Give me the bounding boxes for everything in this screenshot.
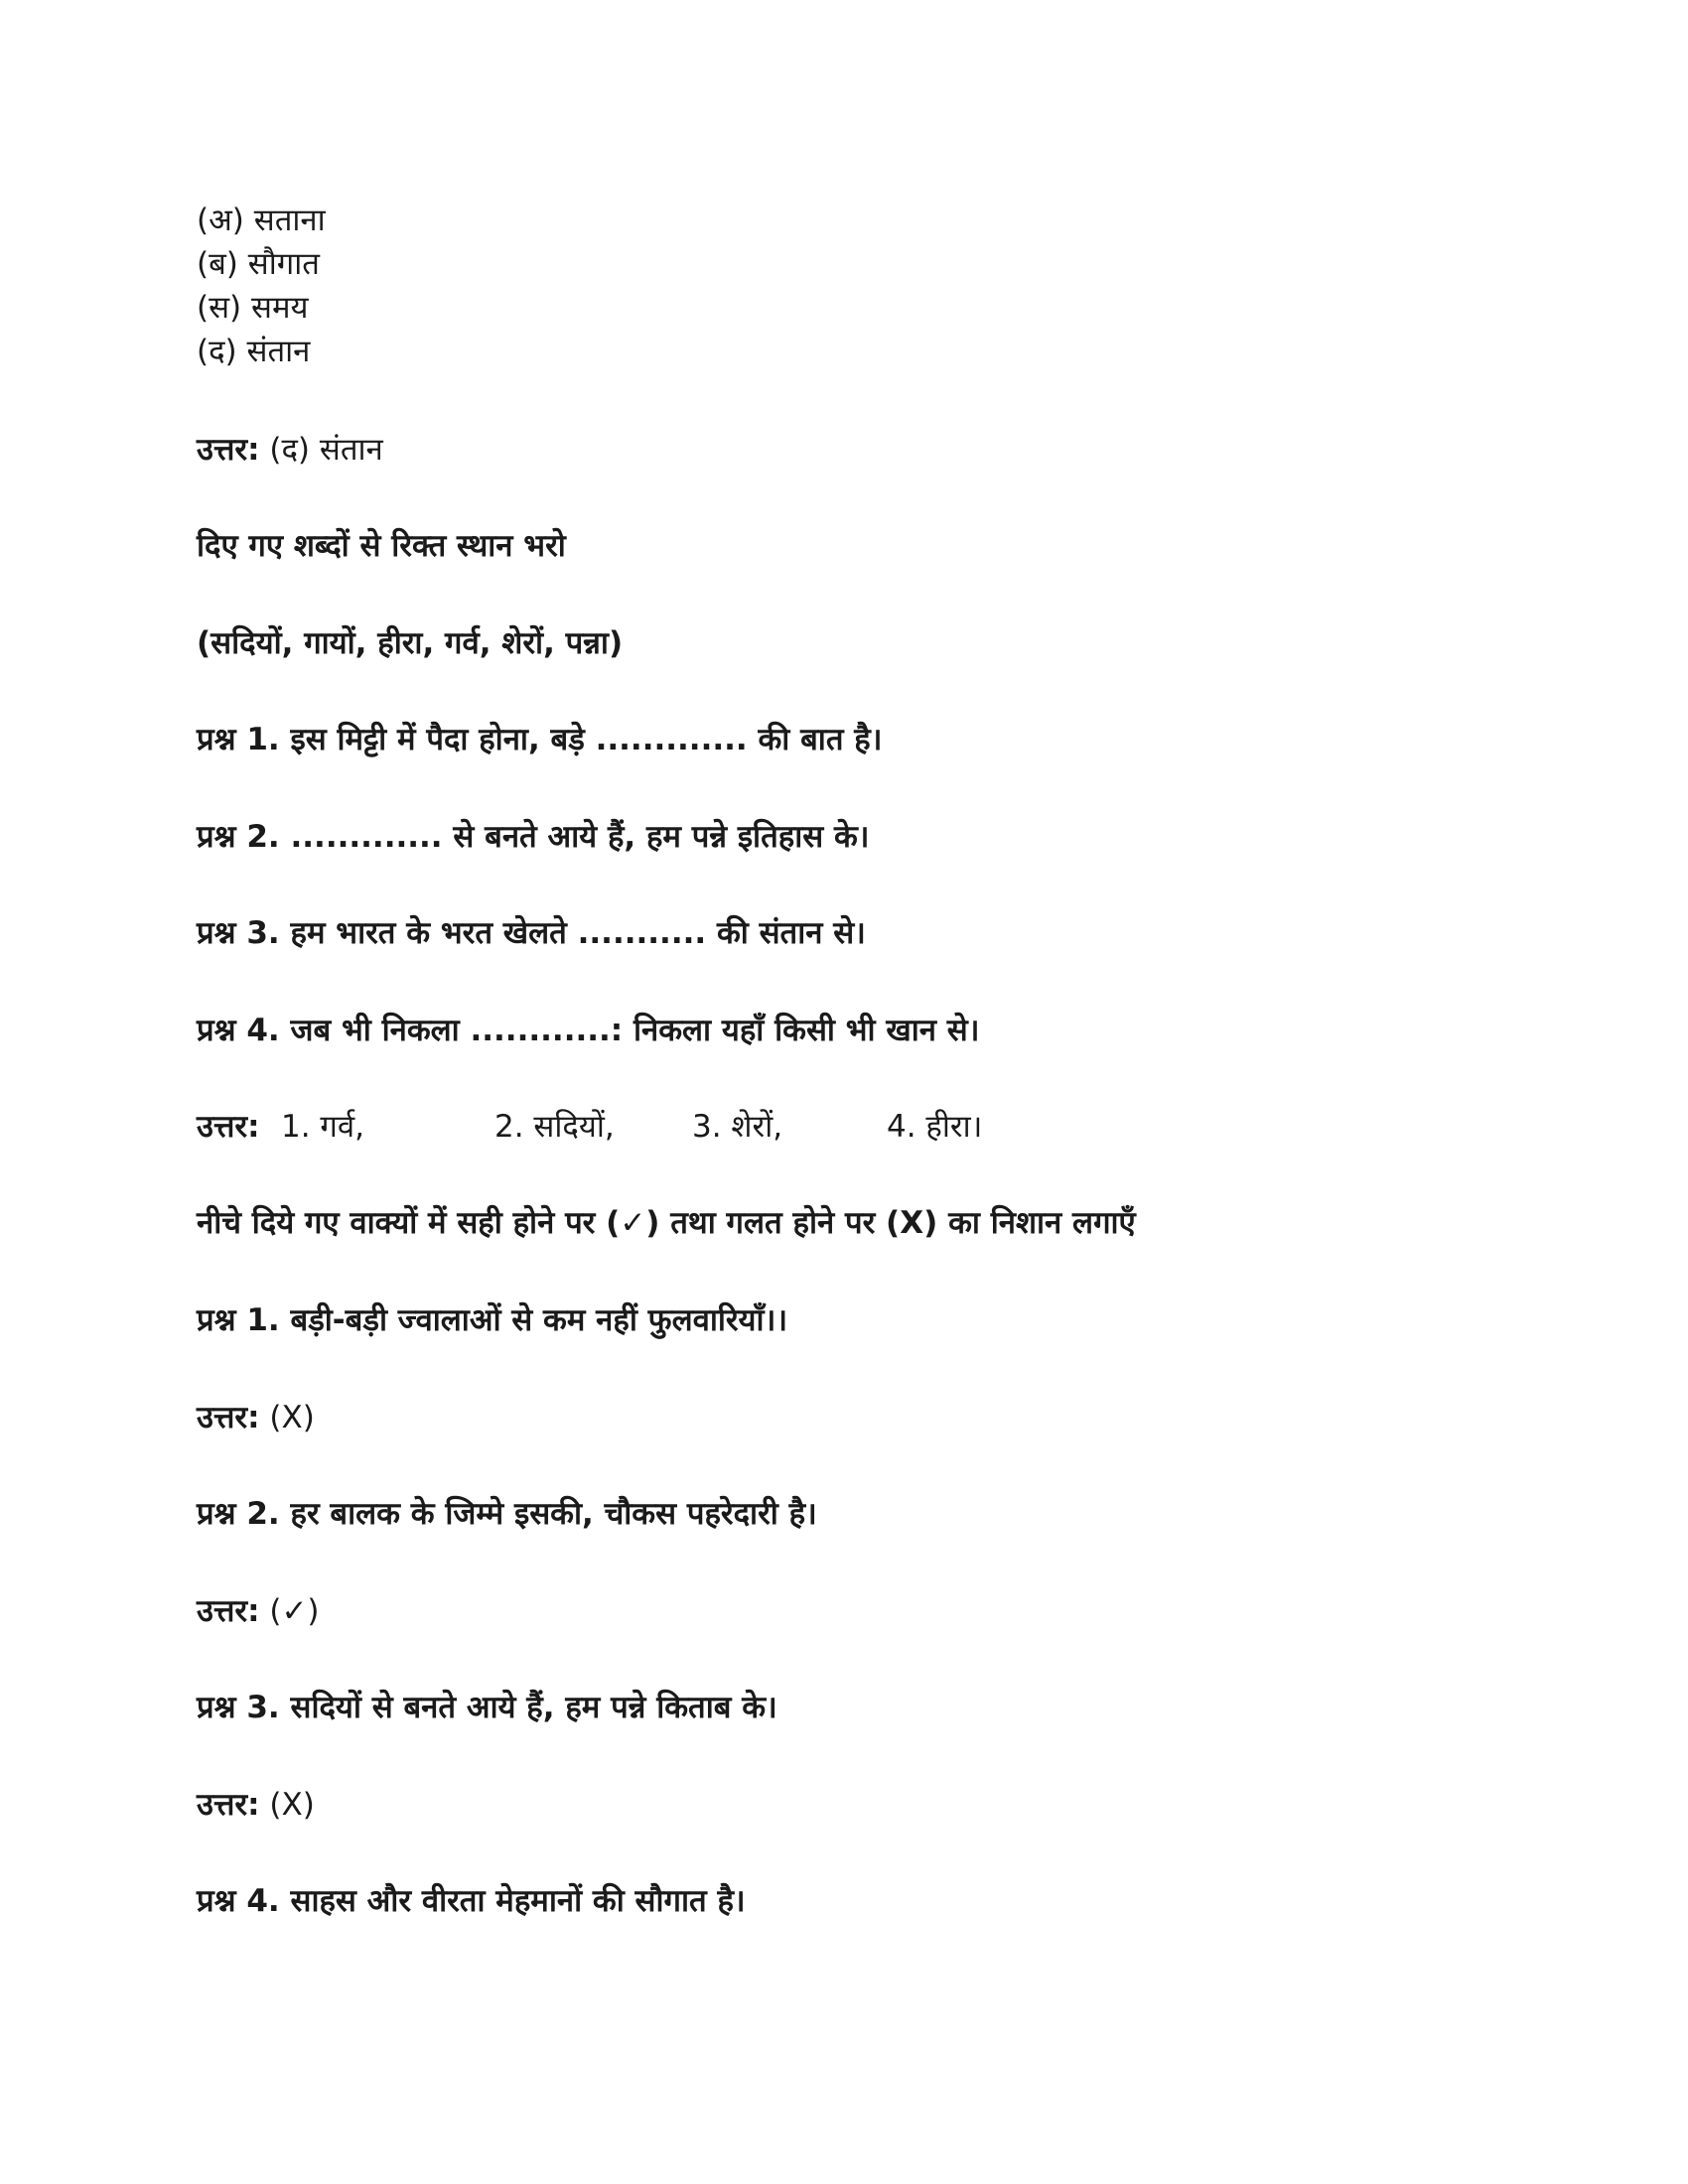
fill-question-4: प्रश्न 4. जब भी निकला ............: निकला यहाँ किसी भी खान से। bbox=[197, 1013, 980, 1048]
fill-answer-4: 4. हीरा। bbox=[887, 1109, 983, 1145]
fill-question-1: प्रश्न 1. इस मिट्टी में पैदा होना, बड़े ............. की बात है। bbox=[197, 722, 883, 757]
tf-answer-3 bbox=[197, 1783, 315, 1827]
option-key: (द) bbox=[197, 334, 237, 369]
answer-value: (X) bbox=[269, 1787, 315, 1823]
fill-question-3: प्रश्न 3. हम भारत के भरत खेलते ........... की संतान से। bbox=[197, 915, 866, 951]
answer-value: (द) संतान bbox=[269, 432, 383, 468]
option-text: सौगात bbox=[247, 246, 320, 282]
option-key: (ब) bbox=[197, 246, 238, 282]
mcq-option-b bbox=[197, 242, 320, 286]
option-text: समय bbox=[251, 290, 309, 326]
answer-label: उत्तर: bbox=[197, 1787, 260, 1823]
tf-answer-2 bbox=[197, 1589, 320, 1633]
tf-question-3: प्रश्न 3. सदियों से बनते आये हैं, हम पन्ने किताब के। bbox=[197, 1690, 777, 1725]
mcq-answer bbox=[197, 428, 383, 472]
word-bank: (सदियों, गायों, हीरा, गर्व, शेरों, पन्ना) bbox=[197, 625, 624, 661]
tf-answer-1 bbox=[197, 1396, 315, 1439]
tf-question-4: प्रश्न 4. साहस और वीरता मेहमानों की सौगात है। bbox=[197, 1883, 746, 1919]
answer-label: उत्तर: bbox=[197, 1593, 260, 1629]
answer-label: उत्तर: bbox=[197, 432, 260, 468]
option-text: संतान bbox=[246, 334, 311, 369]
fill-question-2: प्रश्न 2. ............. से बनते आये हैं, हम पन्ने इतिहास के। bbox=[197, 819, 870, 855]
option-key: (स) bbox=[197, 290, 242, 326]
fill-blanks-heading: दिए गए शब्दों से रिक्त स्थान भरो bbox=[197, 528, 566, 564]
fill-answers-row bbox=[197, 1105, 1388, 1149]
fill-answer-2: 2. सदियों, bbox=[494, 1109, 615, 1145]
option-key: (अ) bbox=[197, 203, 244, 238]
fill-answer-1: 1. गर्व, bbox=[281, 1109, 364, 1145]
mcq-option-a bbox=[197, 199, 326, 242]
fill-answer-3: 3. शेरों, bbox=[692, 1109, 783, 1145]
tf-question-1: प्रश्न 1. बड़ी-बड़ी ज्वालाओं से कम नहीं फुलवारियाँ।। bbox=[197, 1302, 788, 1338]
answer-label: उत्तर: bbox=[197, 1400, 260, 1435]
mcq-option-c bbox=[197, 286, 309, 330]
answer-value: (X) bbox=[269, 1400, 315, 1435]
mcq-option-d bbox=[197, 330, 310, 373]
answer-value: (✓) bbox=[269, 1593, 320, 1629]
answer-label: उत्तर: bbox=[197, 1109, 260, 1145]
true-false-heading: नीचे दिये गए वाक्यों में सही होने पर (✓) तथा गलत होने पर (X) का निशान लगाएँ bbox=[197, 1205, 1136, 1241]
option-text: सताना bbox=[253, 203, 326, 238]
tf-question-2: प्रश्न 2. हर बालक के जिम्मे इसकी, चौकस पहरेदारी है। bbox=[197, 1496, 817, 1532]
